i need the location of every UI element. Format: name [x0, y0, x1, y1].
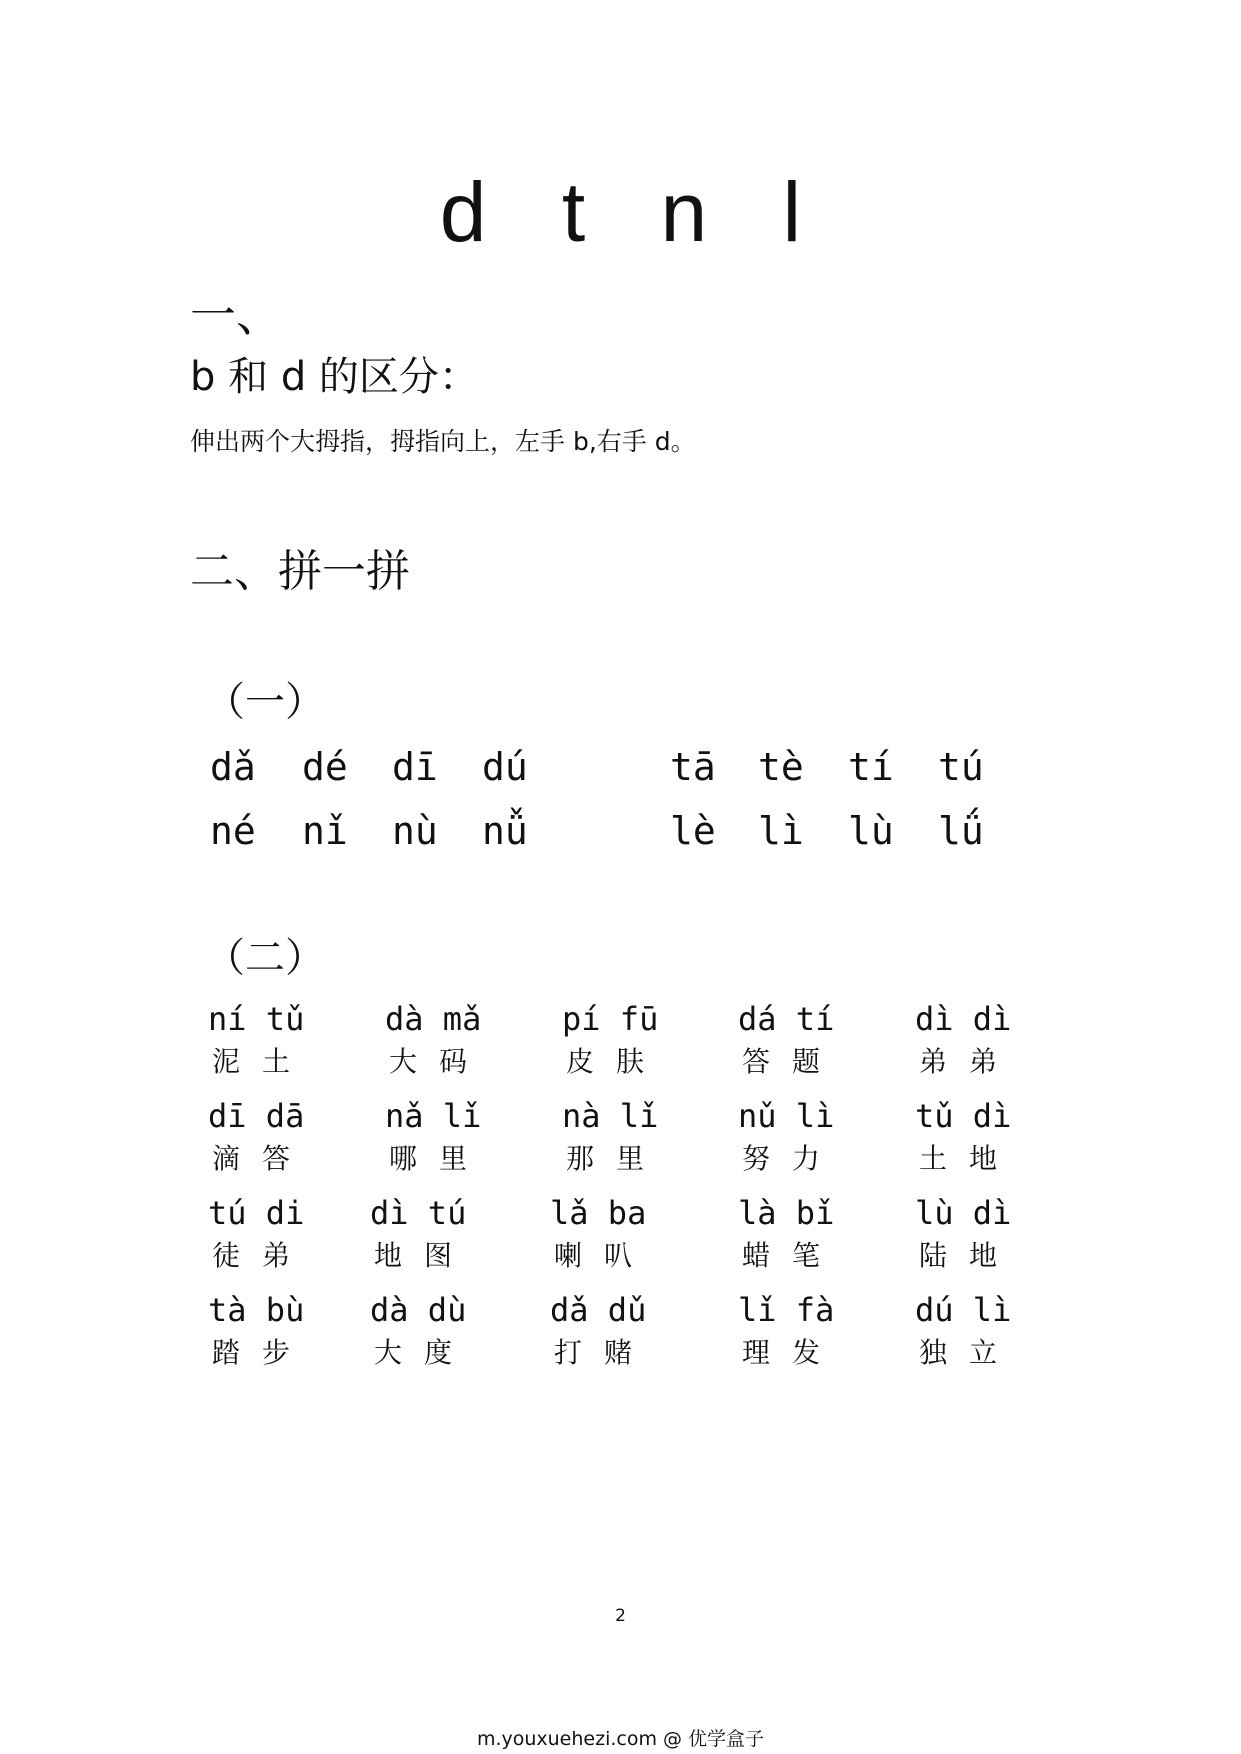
word-item	[385, 1097, 525, 1175]
word-item	[208, 1291, 348, 1369]
word-item	[738, 1291, 878, 1369]
word-pinyin: là bǐ	[738, 1194, 835, 1232]
word-pinyin: tú di	[208, 1194, 305, 1232]
part-2-label: （二）	[205, 935, 325, 981]
word-item	[550, 1291, 690, 1369]
word-hanzi: 大度	[374, 1336, 475, 1369]
word-pinyin: dì dì	[915, 1000, 1012, 1038]
word-item	[915, 1000, 1055, 1078]
word-hanzi: 独立	[919, 1336, 1020, 1369]
word-hanzi: 理发	[742, 1336, 843, 1369]
word-item	[738, 1000, 878, 1078]
word-pinyin: dī dā	[208, 1097, 305, 1135]
word-pinyin: tǔ dì	[915, 1097, 1012, 1135]
word-hanzi: 弟弟	[919, 1045, 1020, 1078]
word-item	[385, 1000, 525, 1078]
part-1-label: （一）	[205, 679, 325, 725]
pinyin-syllable: nù	[392, 809, 438, 853]
word-item	[738, 1097, 878, 1175]
word-item	[562, 1097, 702, 1175]
word-pinyin: pí fū	[562, 1000, 659, 1038]
pinyin-syllable: tí	[848, 745, 894, 789]
pinyin-syllable: nǚ	[482, 809, 528, 853]
word-pinyin: nà lǐ	[562, 1097, 659, 1135]
page-number: 2	[615, 1606, 626, 1626]
word-item	[562, 1000, 702, 1078]
word-pinyin: lù dì	[915, 1194, 1012, 1232]
pinyin-syllable: tè	[758, 745, 804, 789]
pinyin-syllable: tā	[670, 745, 716, 789]
word-hanzi: 答题	[742, 1045, 843, 1078]
word-pinyin: nǔ lì	[738, 1097, 835, 1135]
word-item	[208, 1000, 348, 1078]
word-hanzi: 土地	[919, 1142, 1020, 1175]
word-hanzi: 打赌	[554, 1336, 655, 1369]
word-hanzi: 蜡笔	[742, 1239, 843, 1272]
word-pinyin: lǐ fà	[738, 1291, 835, 1329]
word-hanzi: 努力	[742, 1142, 843, 1175]
word-hanzi: 皮肤	[566, 1045, 667, 1078]
pinyin-syllable: dú	[482, 745, 528, 789]
page-title: d t n l	[439, 165, 828, 259]
word-hanzi: 踏步	[212, 1336, 313, 1369]
word-hanzi: 大码	[389, 1045, 490, 1078]
word-item	[915, 1194, 1055, 1272]
pinyin-syllable: dǎ	[210, 745, 256, 789]
word-item	[550, 1194, 690, 1272]
word-hanzi: 滴答	[212, 1142, 313, 1175]
pinyin-syllable: dé	[302, 745, 348, 789]
word-pinyin: dì tú	[370, 1194, 467, 1232]
word-pinyin: tà bù	[208, 1291, 305, 1329]
word-item	[208, 1194, 348, 1272]
pinyin-syllable: lì	[758, 809, 804, 853]
word-item	[370, 1291, 510, 1369]
word-pinyin: ní tǔ	[208, 1000, 305, 1038]
word-hanzi: 喇叭	[554, 1239, 655, 1272]
section-1-number: 一、	[190, 288, 282, 342]
pinyin-syllable: lè	[670, 809, 716, 853]
pinyin-syllable: nǐ	[302, 809, 348, 853]
pinyin-syllable: né	[210, 809, 256, 853]
word-pinyin: dà dù	[370, 1291, 467, 1329]
word-hanzi: 陆地	[919, 1239, 1020, 1272]
word-item	[915, 1291, 1055, 1369]
word-hanzi: 泥土	[212, 1045, 313, 1078]
section-1-heading: b 和 d 的区分：	[190, 354, 479, 400]
section-2-heading: 二、拼一拼	[190, 546, 410, 597]
word-hanzi: 地图	[374, 1239, 475, 1272]
word-item	[370, 1194, 510, 1272]
word-pinyin: nǎ lǐ	[385, 1097, 482, 1135]
section-1-text: 伸出两个大拇指，拇指向上，左手 b,右手 d。	[190, 427, 696, 456]
pinyin-syllable: lù	[848, 809, 894, 853]
word-pinyin: lǎ ba	[550, 1194, 647, 1232]
word-pinyin: dú lì	[915, 1291, 1012, 1329]
word-hanzi: 哪里	[389, 1142, 490, 1175]
word-hanzi: 徒弟	[212, 1239, 313, 1272]
word-hanzi: 那里	[566, 1142, 667, 1175]
pinyin-syllable: lǘ	[938, 809, 984, 853]
word-pinyin: dà mǎ	[385, 1000, 482, 1038]
pinyin-syllable: tú	[938, 745, 984, 789]
word-item	[915, 1097, 1055, 1175]
word-item	[208, 1097, 348, 1175]
pinyin-syllable: dī	[392, 745, 438, 789]
word-pinyin: dá tí	[738, 1000, 835, 1038]
footer-watermark: m.youxuehezi.com @ 优学盒子	[476, 1728, 765, 1750]
word-item	[738, 1194, 878, 1272]
word-pinyin: dǎ dǔ	[550, 1291, 647, 1329]
